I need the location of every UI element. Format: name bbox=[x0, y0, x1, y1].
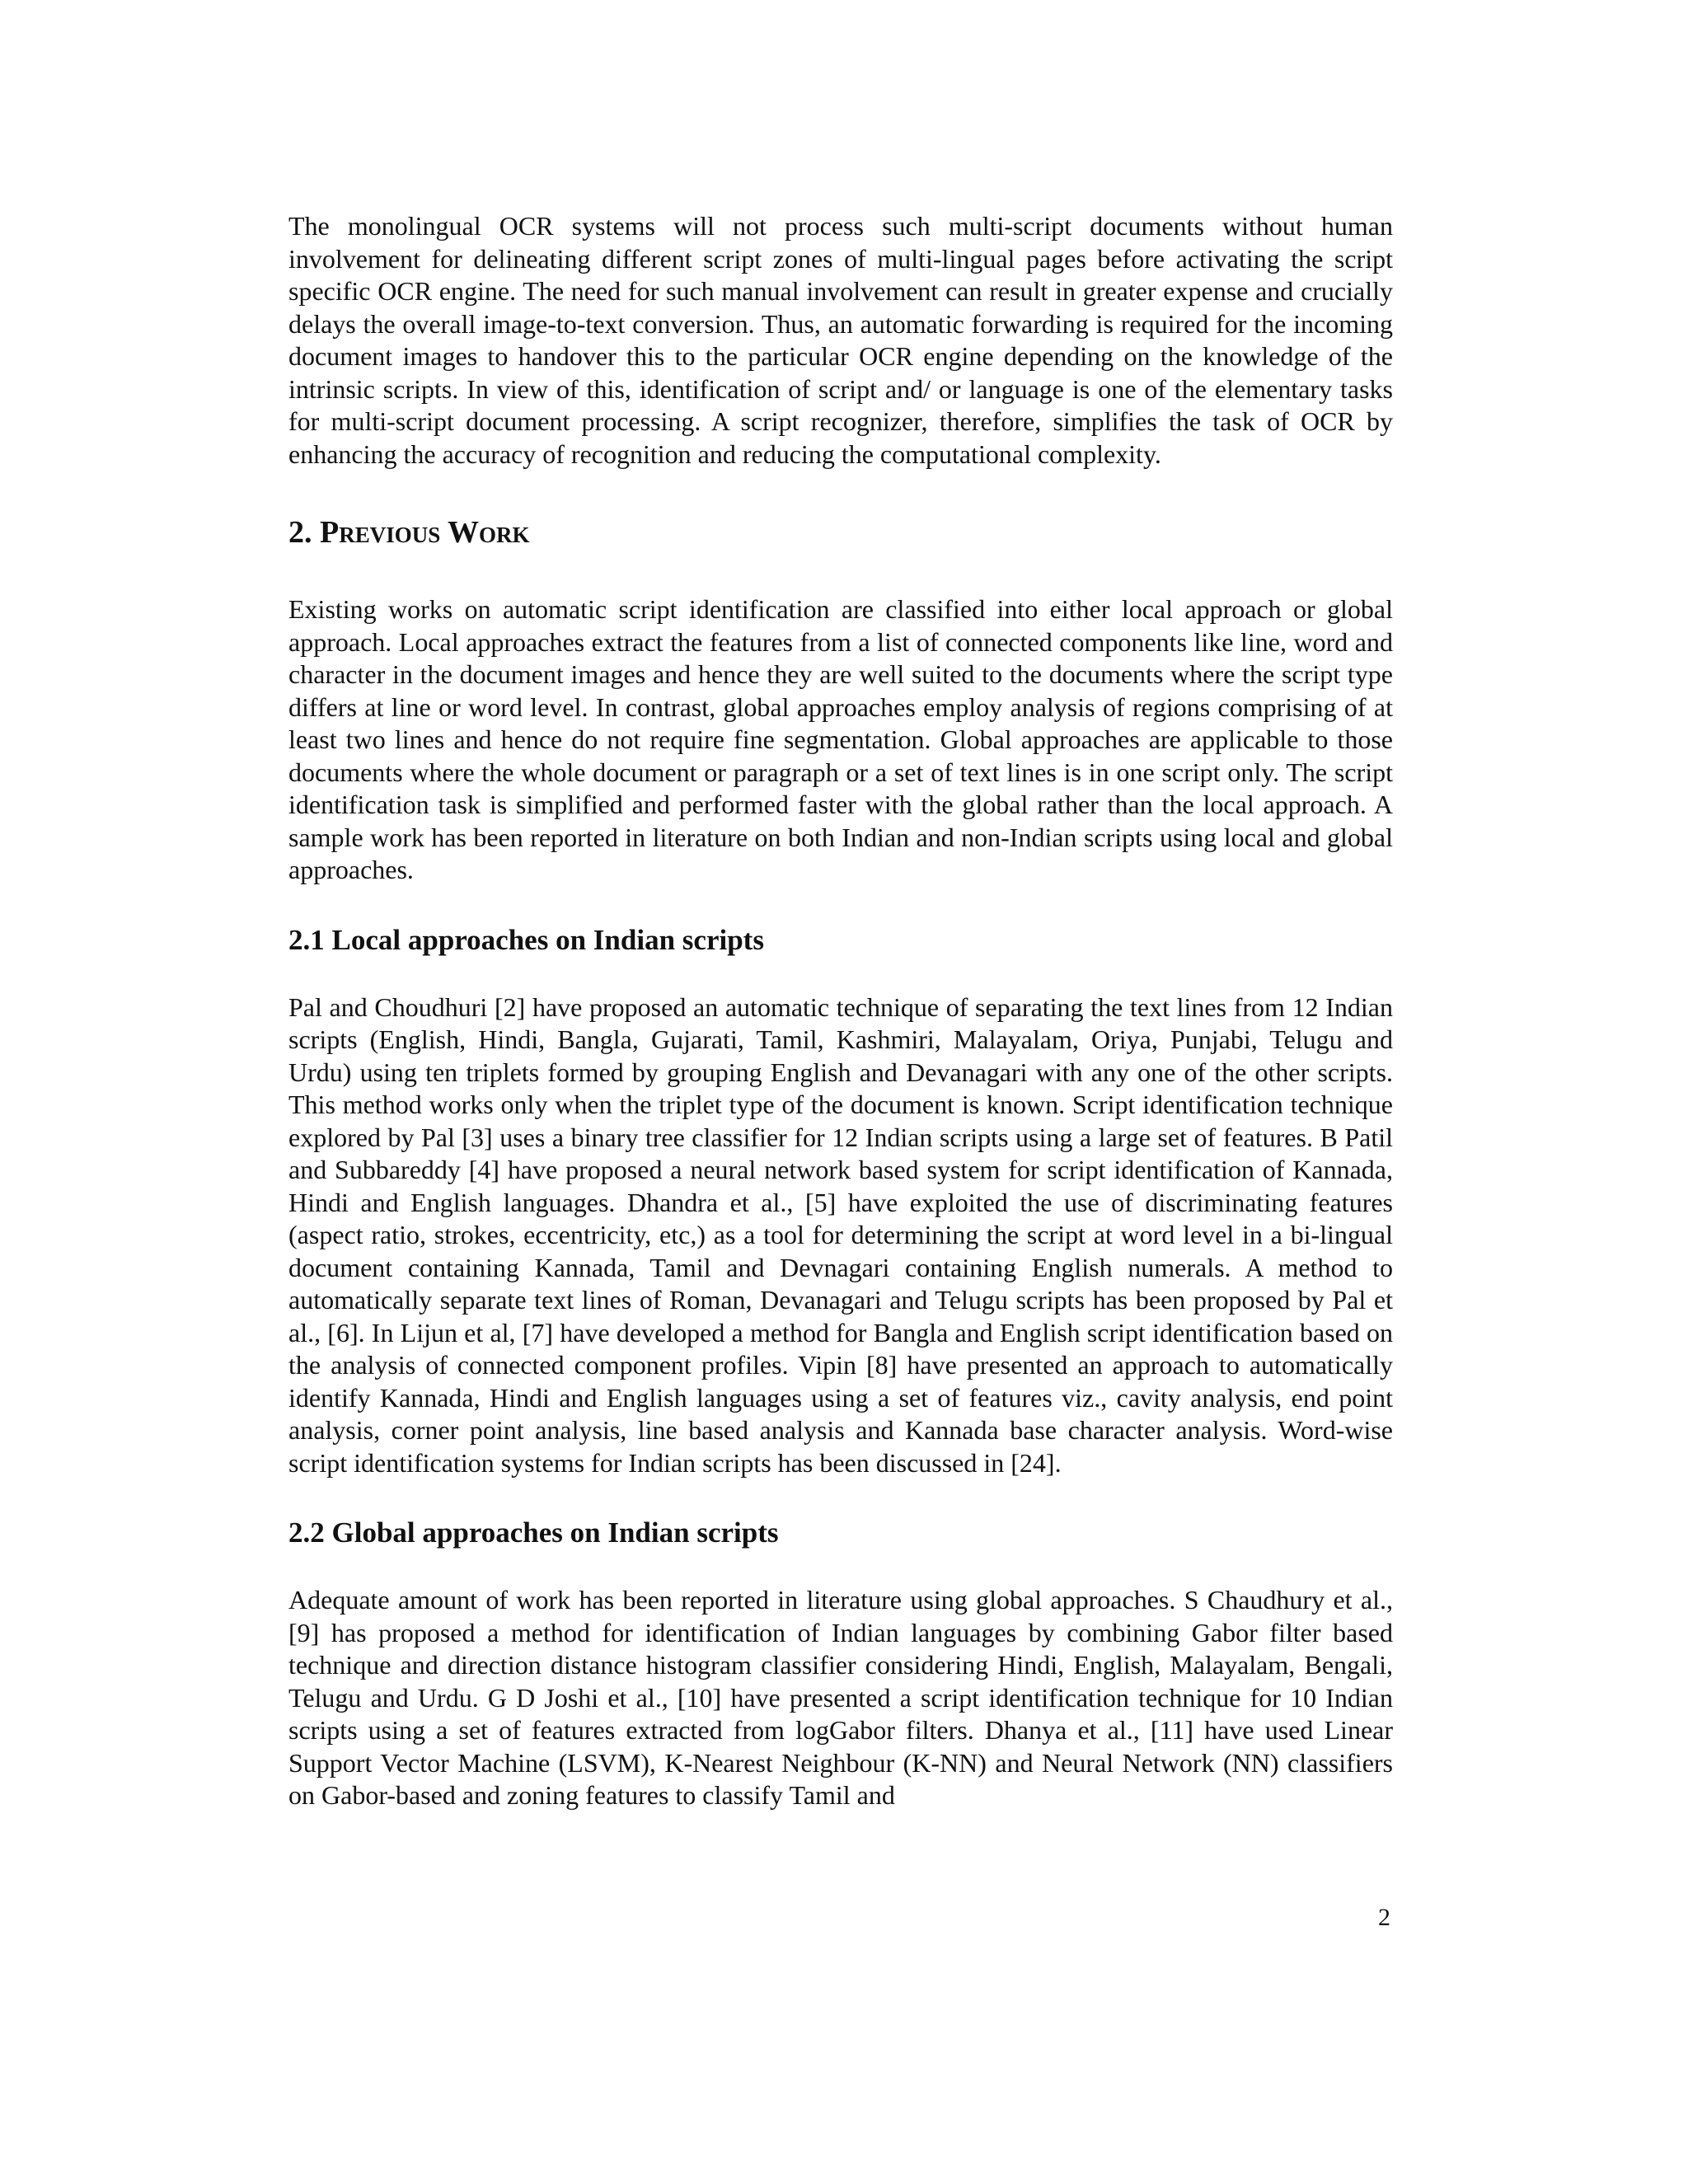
section-2-number: 2. bbox=[288, 515, 312, 550]
paper-page-body bbox=[288, 210, 1393, 1812]
section-2-1-heading: 2.1 Local approaches on Indian scripts bbox=[288, 923, 764, 956]
page-number: 2 bbox=[1378, 1904, 1390, 1931]
section-2-paragraph: Existing works on automatic script identification are classified into either local approach or global approach. Local approaches extract the features from a list of connected components like line, word and character in the document images and hence they are well suited to the documents where the script type differs at line or word level. In contrast, global approaches employ analysis of regions comprising of at least two lines and hence do not require fine segmentation. Global approaches are applicable to those documents where the whole document or paragraph or a set of text lines is in one script only. The script identification task is simplified and performed faster with the global rather than the local approach. A sample work has been reported in literature on both Indian and non-Indian scripts using local and global approaches. bbox=[288, 594, 1393, 884]
section-2-heading bbox=[288, 513, 1393, 551]
section-2-1-paragraph: Pal and Choudhuri [2] have proposed an automatic technique of separating the text lines from 12 Indian scripts (English, Hindi, Bangla, Gujarati, Tamil, Kashmiri, Malayalam, Oriya, Punjabi, Telugu and Urdu) using ten triplets formed by grouping English and Devanagari with any one of the other scripts. This method works only when the triplet type of the document is known. Script identification technique explored by Pal [3] uses a binary tree classifier for 12 Indian scripts using a large set of features. B Patil and Subbareddy [4] have proposed a neural network based system for script identification of Kannada, Hindi and English languages. Dhandra et al., [5] have exploited the use of discriminating features (aspect ratio, strokes, eccentricity, etc,) as a tool for determining the script at word level in a bi-lingual document containing Kannada, Tamil and Devnagari containing English numerals. A method to automatically separate text lines of Roman, Devanagari and Telugu scripts has been proposed by Pal et al., [6]. In Lijun et al, [7] have developed a method for Bangla and English script identification based on the analysis of connected component profiles. Vipin [8] have presented an approach to automatically identify Kannada, Hindi and English languages using a set of features viz., cavity analysis, end point analysis, corner point analysis, line based analysis and Kannada base character analysis. Word-wise script identification systems for Indian scripts has been discussed in [24]. bbox=[288, 991, 1393, 1478]
section-2-title: Previous Work bbox=[320, 515, 530, 550]
intro-paragraph: The monolingual OCR systems will not process such multi-script documents without human involvement for delineating different script zones of multi-lingual pages before activating the script specific OCR engine. The need for such manual involvement can result in greater expense and crucially delays the overall image-to-text conversion. Thus, an automatic forwarding is required for the incoming document images to handover this to the particular OCR engine depending on the knowledge of the intrinsic scripts. In view of this, identification of script and/ or language is one of the elementary tasks for multi-script document processing. A script recognizer, therefore, simplifies the task of OCR by enhancing the accuracy of recognition and reducing the computational complexity. bbox=[288, 211, 1393, 469]
section-2-2-heading: 2.2 Global approaches on Indian scripts bbox=[288, 1516, 779, 1549]
section-2-2-paragraph: Adequate amount of work has been reported in literature using global approaches. S Chaudhury et al., [9] has proposed a method for identification of Indian languages by combining Gabor filter based technique and direction distance histogram classifier considering Hindi, English, Malayalam, Bengali, Telugu and Urdu. G D Joshi et al., [10] have presented a script identification technique for 10 Indian scripts using a set of features extracted from logGabor filters. Dhanya et al., [11] have used Linear Support Vector Machine (LSVM), K-Nearest Neighbour (K-NN) and Neural Network (NN) classifiers on Gabor-based and zoning features to classify Tamil and bbox=[288, 1585, 1393, 1810]
